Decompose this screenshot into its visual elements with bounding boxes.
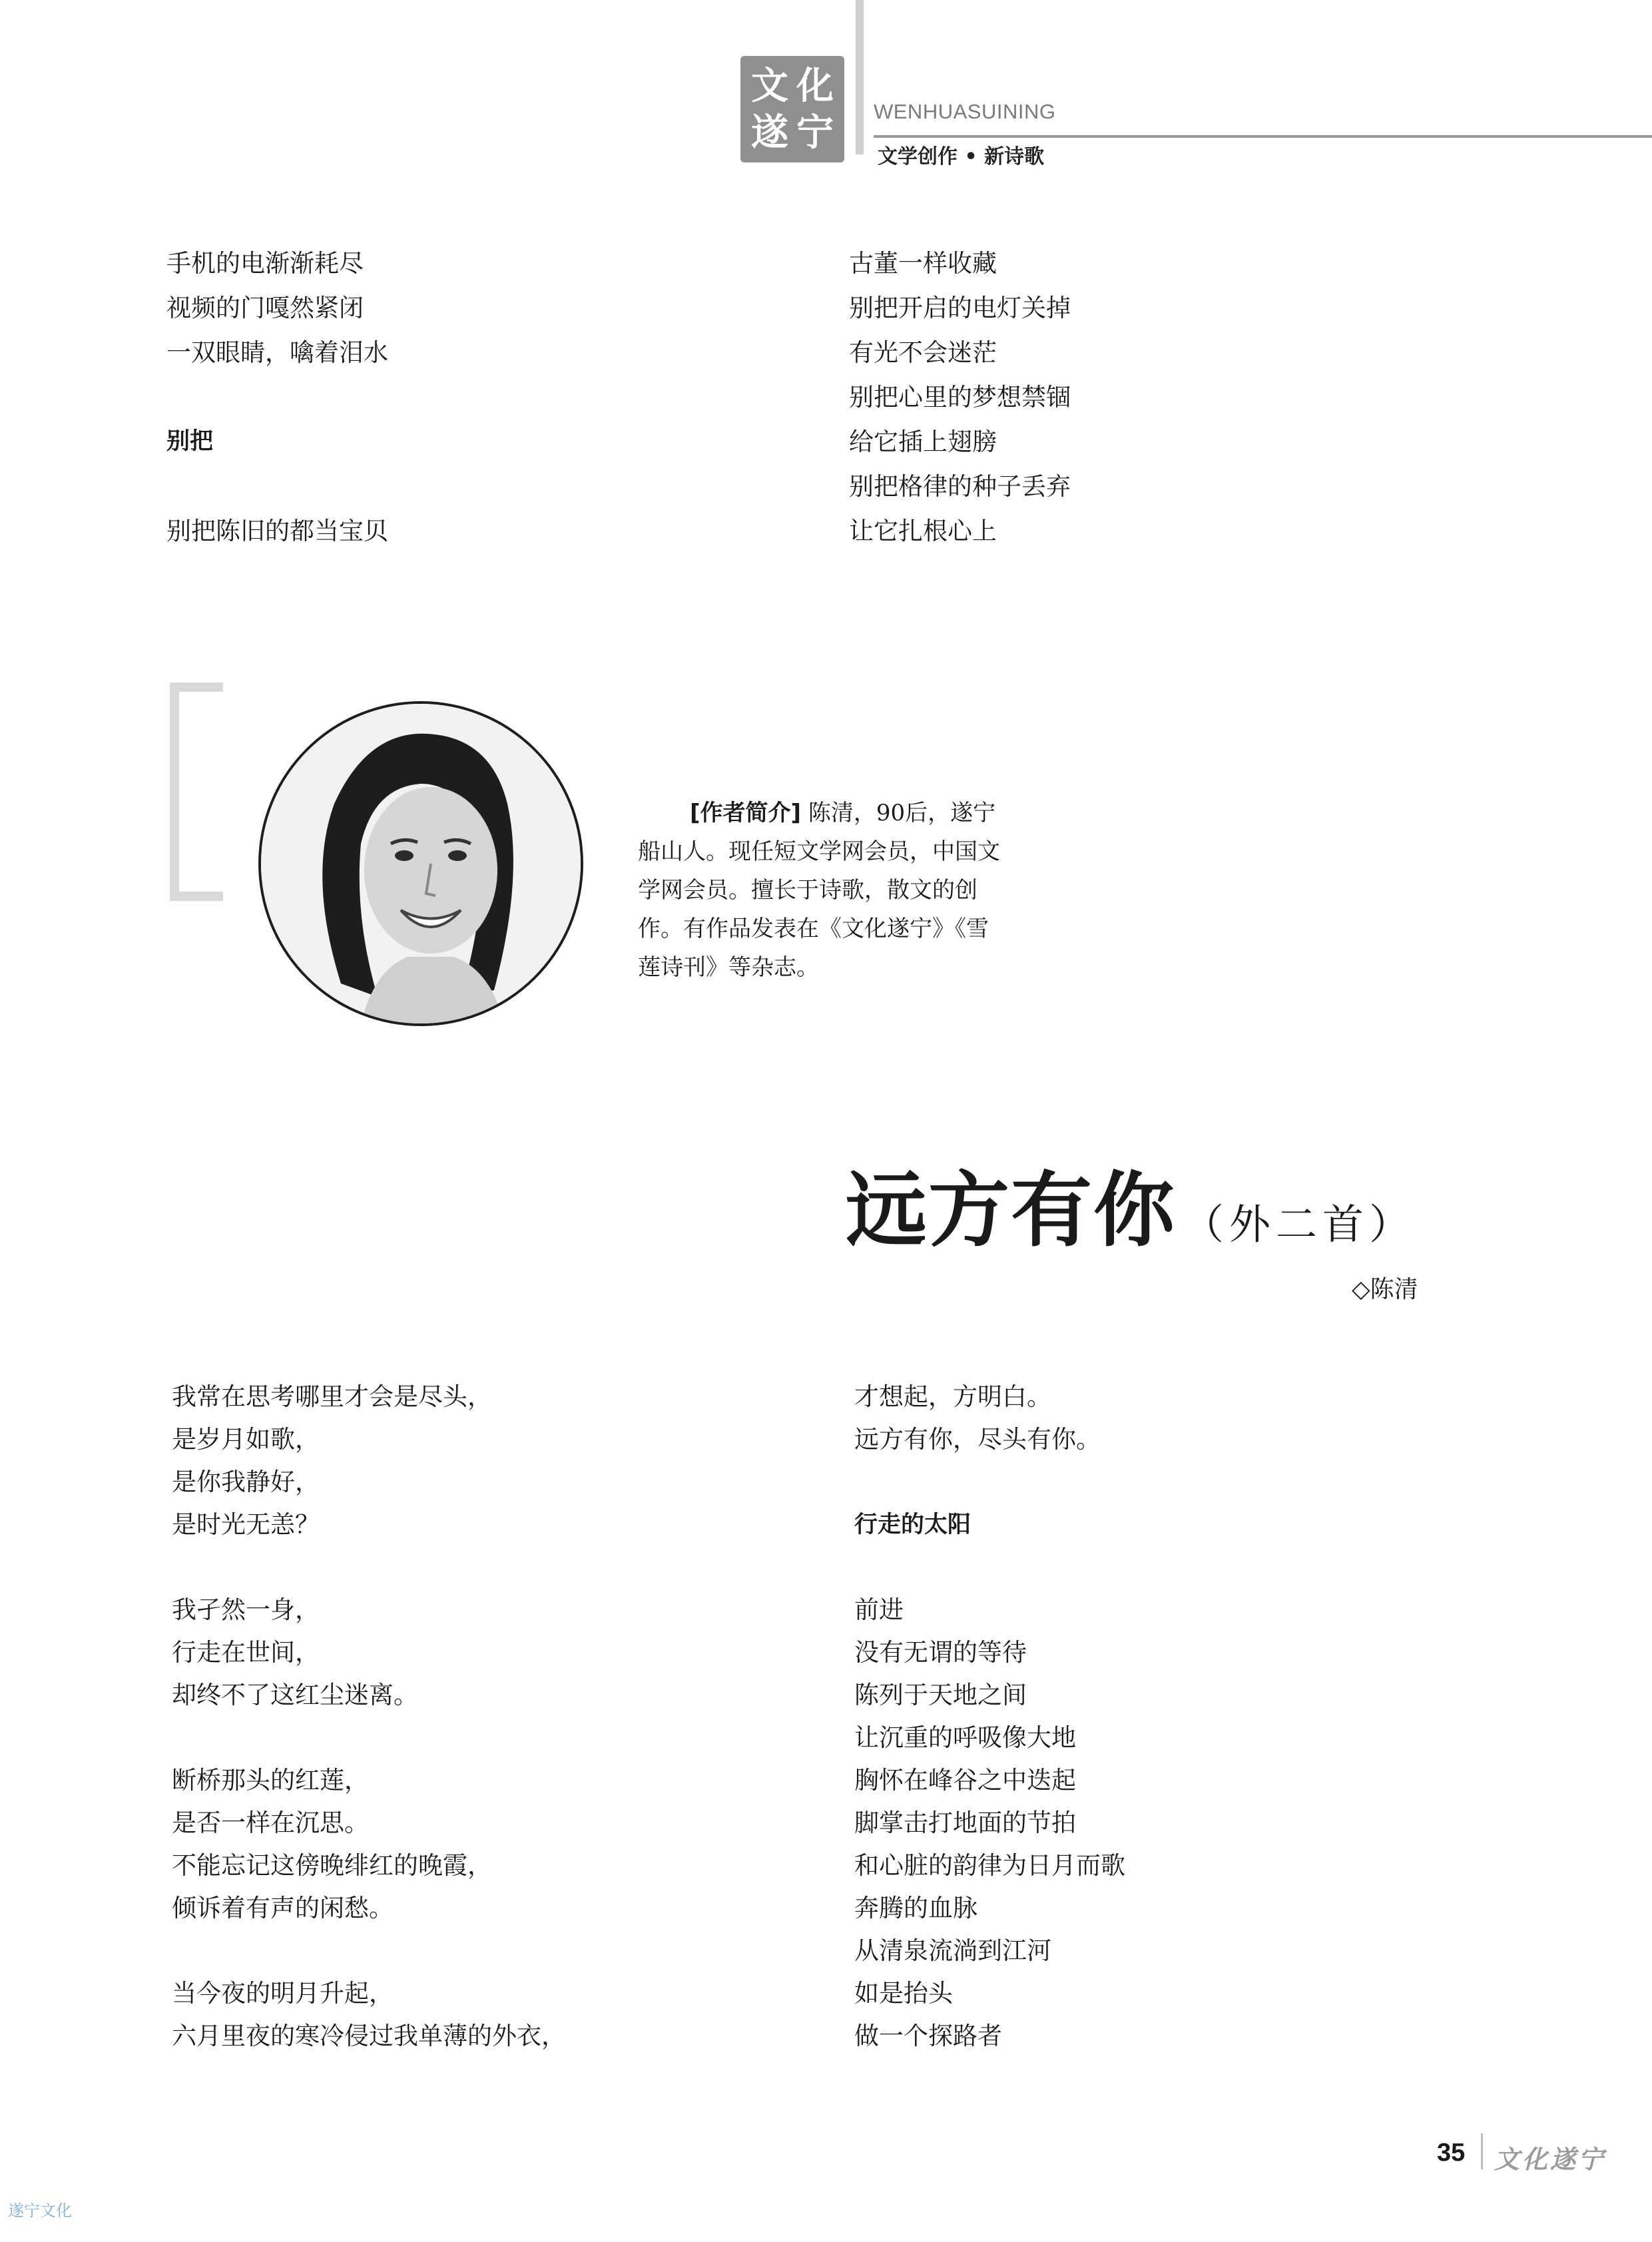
poem-subtitle-bieba: 别把 (166, 428, 214, 455)
poem-line: 断桥那头的红莲， (172, 1766, 369, 1795)
poem-title (846, 1145, 1416, 1262)
section-label: 文学创作 • 新诗歌 (878, 145, 1045, 168)
footer-brand: 文化遂宁 (1494, 2144, 1607, 2174)
poem-line: 我孑然一身， (172, 1595, 320, 1624)
author-bio (638, 794, 1011, 987)
poem-line: 行走在世间， (172, 1638, 320, 1667)
poem-line: 奔腾的血脉 (854, 1894, 977, 1922)
poem-right-column (854, 1376, 1125, 2058)
poem-line: 如是抬头 (854, 1979, 953, 2008)
poem-author: ◇陈清 (1352, 1276, 1418, 1303)
page-number: 35 (1437, 2139, 1466, 2167)
logo-char: 文 (751, 64, 788, 108)
poem-line: 没有无谓的等待 (854, 1638, 1027, 1667)
poem-line: 陈列于天地之间 (854, 1681, 1027, 1709)
header-rule (874, 135, 1652, 138)
logo-char: 化 (796, 64, 834, 108)
poem-line: 当今夜的明月升起， (172, 1979, 394, 2008)
poem-line: 让它扎根心上 (849, 517, 997, 545)
poem-line: 做一个探路者 (854, 2022, 1002, 2050)
poem-line: 六月里夜的寒冷侵过我单薄的外衣， (172, 2022, 566, 2050)
poem-line: 远方有你，尽头有你。 (854, 1425, 1101, 1454)
poem-line: 别把心里的梦想禁锢 (849, 383, 1071, 412)
logo-char: 宁 (796, 111, 834, 154)
poem-line: 是否一样在沉思。 (172, 1809, 369, 1837)
watermark: 遂宁文化 (8, 2201, 72, 2220)
poem-line: 和心脏的韵律为日月而歌 (854, 1851, 1125, 1880)
footer-rule (1481, 2133, 1483, 2169)
magazine-logo-seal (740, 56, 844, 162)
poem-line: 古董一样收藏 (849, 249, 997, 278)
logo-char: 遂 (751, 111, 788, 154)
decorative-bracket (170, 683, 223, 901)
poem-title-main: 远方有你 (846, 1163, 1176, 1258)
poem-line: 才想起，方明白。 (854, 1382, 1051, 1411)
poem-line: 却终不了这红尘迷离。 (172, 1681, 418, 1709)
poem-line: 有光不会迷茫 (849, 338, 997, 367)
poem-line: 别把陈旧的都当宝贝 (166, 517, 388, 545)
poem-line: 是你我静好， (172, 1468, 320, 1496)
poem-line: 一双眼睛，噙着泪水 (166, 338, 388, 367)
brand-name: WENHUASUINING (874, 100, 1056, 123)
poem-line: 别把格律的种子丢弃 (849, 472, 1071, 501)
poem-line: 倾诉着有声的闲愁。 (172, 1894, 394, 1922)
poem-line: 脚掌击打地面的节拍 (854, 1809, 1076, 1837)
poem-line: 手机的电渐渐耗尽 (166, 249, 364, 278)
poem-line: 是岁月如歌， (172, 1425, 320, 1454)
poem-subtitle-walking-sun: 行走的太阳 (854, 1512, 971, 1538)
poem-line: 胸怀在峰谷之中迭起 (854, 1766, 1076, 1795)
poem-line: 给它插上翅膀 (849, 427, 997, 456)
top-right-column (849, 241, 1071, 553)
poem-line: 别把开启的电灯关掉 (849, 294, 1071, 322)
poem-line: 视频的门嘎然紧闭 (166, 294, 364, 322)
top-left-column (166, 241, 388, 553)
poem-line: 前进 (854, 1595, 904, 1624)
poem-line: 从清泉流淌到江河 (854, 1936, 1051, 1965)
bio-text: 陈清，90后，遂宁船山人。现任短文学网会员，中国文学网会员。擅长于诗歌，散文的创作。有作品发表在《文化遂宁》《雪莲诗刊》等杂志。 (638, 800, 1000, 981)
poem-left-column (172, 1376, 566, 2058)
author-portrait (258, 701, 583, 1026)
poem-line: 让沉重的呼吸像大地 (854, 1723, 1076, 1752)
poem-title-subtitle: （外二首） (1183, 1200, 1416, 1249)
poem-line: 是时光无恙？ (172, 1510, 320, 1539)
poem-line: 不能忘记这傍晚绯红的晚霞， (172, 1851, 492, 1880)
bio-tag: [作者简介] (690, 800, 802, 826)
portrait-illustration (261, 704, 581, 1023)
poem-line: 我常在思考哪里才会是尽头， (172, 1382, 492, 1411)
header-vertical-rule (856, 0, 864, 154)
